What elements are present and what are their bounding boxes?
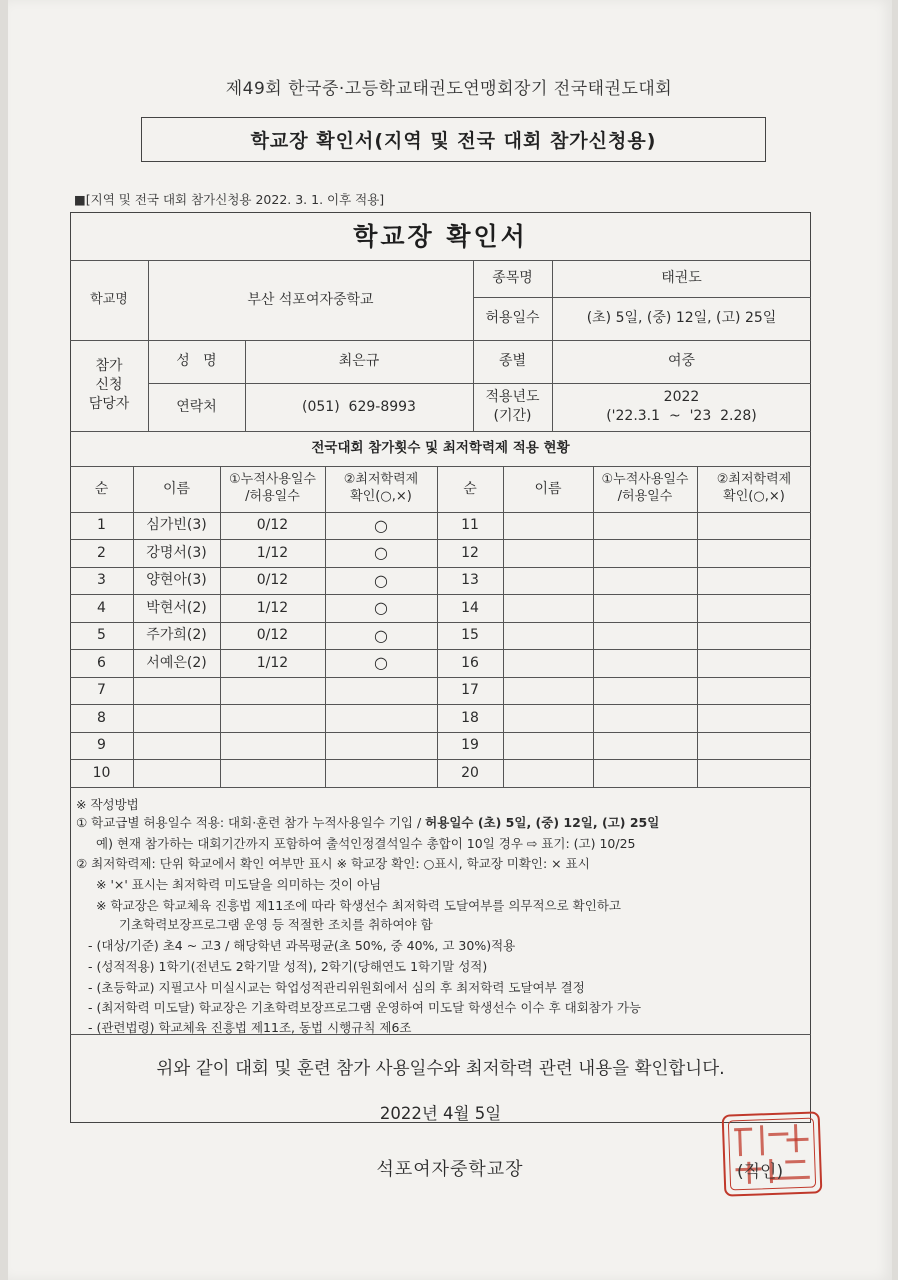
detail-1: - (대상/기준) 초4 ~ 고3 / 해당학년 과목평균(초 50%, 중 40%, 고 30%)적용 [88, 938, 516, 953]
category-label: 종별 [498, 353, 527, 370]
seal-note: (직인) [737, 1162, 784, 1182]
row-no-cell: 12 [461, 544, 479, 561]
row-name-cell: 박현서(2) [146, 599, 207, 616]
row-no-cell: 8 [97, 709, 106, 726]
note-2-c: 기초학력보장프로그램 운영 등 적절한 조치를 취하여야 함 [119, 917, 433, 932]
category-value: 여중 [667, 353, 696, 370]
row-days-cell: 0/12 [256, 627, 289, 644]
detail-5: - (관련법령) 학교체육 진흥법 제11조, 동법 시행규칙 제6조 [88, 1020, 412, 1035]
header-check-left: ②최저학력제 확인(○,×) [343, 472, 419, 504]
row-days-cell [220, 677, 325, 704]
row-days-cell: 1/12 [256, 654, 289, 671]
row-name-cell: 서예은(2) [146, 654, 207, 671]
name-value: 최은규 [338, 353, 380, 370]
row-days-cell [220, 704, 325, 732]
notes-heading: ※ 작성방법 [76, 797, 139, 812]
row-check-cell: ○ [374, 625, 388, 645]
row-no-cell: 4 [97, 599, 106, 616]
row-check-cell: ○ [374, 543, 388, 563]
row-check-cell [325, 732, 437, 759]
row-no-cell: 15 [461, 627, 479, 644]
rule [70, 787, 811, 788]
header-no-right: 순 [463, 480, 477, 497]
row-no-cell: 16 [461, 654, 479, 671]
row-days-cell: 0/12 [256, 572, 289, 589]
row-check-cell: ○ [374, 515, 388, 535]
apply-note: ■[지역 및 전국 대회 참가신청용 2022. 3. 1. 이후 적용] [74, 192, 385, 207]
row-name-cell: 양현아(3) [146, 572, 207, 589]
note-1 [76, 813, 659, 831]
confirmation-statement: 위와 같이 대회 및 훈련 참가 사용일수와 최저학력 관련 내용을 확인합니다. [156, 1059, 725, 1079]
row-no-cell: 14 [461, 599, 479, 616]
note-2-a: ※ '×' 표시는 최저학력 미도달을 의미하는 것이 아님 [96, 877, 382, 892]
row-no-cell: 11 [461, 517, 479, 534]
header-name-left: 이름 [162, 480, 191, 497]
header-days-right: ①누적사용일수 /허용일수 [601, 472, 689, 504]
status-section-title: 전국대회 참가횟수 및 최저학력제 적용 현황 [311, 440, 570, 457]
row-check-cell [325, 704, 437, 732]
note-2: ② 최저학력제: 단위 학교에서 확인 여부만 표시 ※ 학교장 확인: ○표시, 학교장 미확인: × 표시 [76, 856, 590, 871]
row-check-cell [325, 759, 437, 787]
row-no-cell: 7 [97, 682, 106, 699]
school-value: 부산 석포여자중학교 [247, 291, 374, 308]
rule [593, 466, 594, 787]
signer-name: 석포여자중학교장 [376, 1159, 524, 1180]
row-no-cell: 17 [461, 682, 479, 699]
row-no-cell: 13 [461, 572, 479, 589]
phone-label: 연락처 [176, 398, 217, 415]
rule [697, 466, 698, 787]
header-check-right: ②최저학력제 확인(○,×) [716, 472, 792, 504]
row-no-cell: 1 [97, 517, 106, 534]
row-no-cell: 3 [97, 572, 106, 589]
form-title: 학교장 확인서 [353, 221, 528, 251]
row-check-cell: ○ [374, 570, 388, 590]
year-cell [552, 383, 811, 431]
header-name-right: 이름 [534, 480, 562, 497]
row-no-cell: 18 [461, 709, 479, 726]
header-no-left: 순 [94, 480, 109, 497]
row-no-cell: 9 [97, 737, 106, 754]
row-check-cell [325, 677, 437, 704]
row-no-cell: 2 [97, 544, 106, 561]
note-1-example: 예) 현재 참가하는 대회기간까지 포함하여 출석인정결석일수 총합이 10일 경우 ⇨ 표기: (고) 10/25 [96, 836, 636, 851]
row-no-cell: 20 [461, 764, 479, 781]
note-1-text: ① 학교급별 허용일수 적용: 대회·훈련 참가 누적사용일수 기입 / [76, 815, 426, 830]
row-days-cell [220, 759, 325, 787]
row-name-cell [133, 704, 220, 732]
row-days-cell [220, 732, 325, 759]
rule [503, 466, 504, 787]
row-name-cell [133, 677, 220, 704]
row-name-cell: 주가희(2) [146, 627, 207, 644]
sport-label: 종목명 [492, 270, 533, 287]
year-value: 2022 [663, 389, 700, 406]
allowed-days-label: 허용일수 [485, 310, 540, 327]
row-days-cell: 1/12 [256, 544, 289, 561]
allowed-days-value: (초) 5일, (중) 12일, (고) 25일 [586, 310, 777, 327]
row-no-cell: 19 [461, 737, 479, 754]
year-period: ('22.3.1 ~ '23 2.28) [606, 408, 757, 424]
name-label: 성 명 [176, 353, 217, 370]
year-label: 적용년도 (기간) [485, 389, 540, 424]
detail-3: - (초등학교) 지필고사 미실시교는 학업성적관리위원회에서 심의 후 최저학력 도달여부 결정 [88, 980, 585, 995]
row-name-cell: 강명서(3) [146, 544, 207, 561]
phone-value: (051) 629-8993 [302, 398, 416, 415]
note-1-bold: 허용일수 (초) 5일, (중) 12일, (고) 25일 [425, 815, 660, 830]
contact-group-label: 참가 신청 담당자 [88, 358, 130, 412]
row-no-cell: 10 [92, 764, 111, 781]
document-title: 학교장 확인서(지역 및 전국 대회 참가신청용) [141, 117, 766, 162]
confirmation-date: 2022년 4월 5일 [379, 1104, 502, 1123]
official-seal-stamp [722, 1111, 823, 1196]
row-days-cell: 1/12 [256, 599, 289, 616]
row-no-cell: 6 [97, 654, 106, 671]
detail-2: - (성적적용) 1학기(전년도 2학기말 성적), 2학기(당해연도 1학기말 성적) [88, 959, 488, 974]
detail-4: - (최저학력 미도달) 학교장은 기초학력보장프로그램 운영하여 미도달 학생선수 이수 후 대회참가 가능 [88, 1000, 642, 1015]
seal-stroke [734, 1128, 752, 1132]
row-days-cell: 0/12 [256, 517, 289, 534]
row-no-cell: 5 [97, 627, 106, 644]
sport-value: 태권도 [661, 270, 702, 287]
header-days-left: ①누적사용일수 /허용일수 [228, 472, 316, 504]
row-name-cell: 심가빈(3) [146, 517, 207, 534]
row-check-cell: ○ [374, 653, 388, 673]
row-name-cell [133, 759, 220, 787]
event-title: 제49회 한국중·고등학교태권도연맹회장기 전국태권도대회 [225, 79, 673, 99]
row-check-cell: ○ [374, 598, 388, 618]
row-name-cell [133, 732, 220, 759]
school-label: 학교명 [90, 292, 128, 308]
note-2-b: ※ 학교장은 학교체육 진흥법 제11조에 따라 학생선수 최저학력 도달여부를 의무적으로 확인하고 [96, 898, 621, 913]
